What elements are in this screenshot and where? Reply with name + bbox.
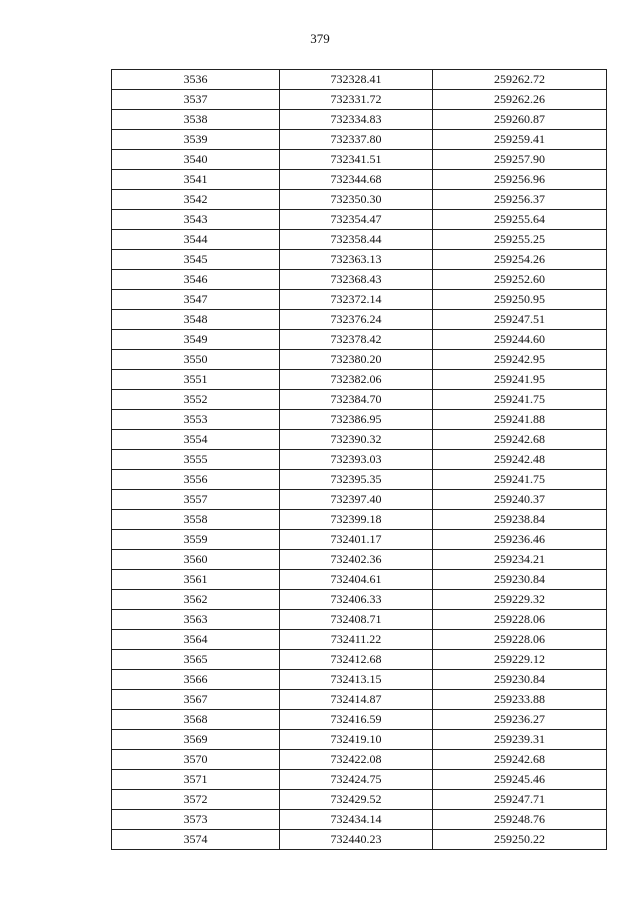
- y-coordinate-cell: 259229.12: [433, 650, 607, 670]
- point-number-cell: 3539: [112, 130, 280, 150]
- y-coordinate-cell: 259262.72: [433, 70, 607, 90]
- x-coordinate-cell: 732404.61: [280, 570, 433, 590]
- y-coordinate-cell: 259241.75: [433, 470, 607, 490]
- y-coordinate-cell: 259255.25: [433, 230, 607, 250]
- point-number-cell: 3545: [112, 250, 280, 270]
- point-number-cell: 3571: [112, 770, 280, 790]
- x-coordinate-cell: 732416.59: [280, 710, 433, 730]
- y-coordinate-cell: 259239.31: [433, 730, 607, 750]
- y-coordinate-cell: 259260.87: [433, 110, 607, 130]
- x-coordinate-cell: 732412.68: [280, 650, 433, 670]
- point-number-cell: 3559: [112, 530, 280, 550]
- point-number-cell: 3573: [112, 810, 280, 830]
- point-number-cell: 3569: [112, 730, 280, 750]
- table-row: [112, 210, 607, 230]
- table-row: [112, 490, 607, 510]
- table-row: [112, 450, 607, 470]
- x-coordinate-cell: 732382.06: [280, 370, 433, 390]
- point-number-cell: 3558: [112, 510, 280, 530]
- table-row: [112, 810, 607, 830]
- x-coordinate-cell: 732422.08: [280, 750, 433, 770]
- x-coordinate-cell: 732408.71: [280, 610, 433, 630]
- x-coordinate-cell: 732372.14: [280, 290, 433, 310]
- table-row: [112, 470, 607, 490]
- point-number-cell: 3557: [112, 490, 280, 510]
- point-number-cell: 3540: [112, 150, 280, 170]
- table-row: [112, 670, 607, 690]
- x-coordinate-cell: 732368.43: [280, 270, 433, 290]
- table-row: [112, 570, 607, 590]
- point-number-cell: 3537: [112, 90, 280, 110]
- y-coordinate-cell: 259250.95: [433, 290, 607, 310]
- y-coordinate-cell: 259242.95: [433, 350, 607, 370]
- y-coordinate-cell: 259247.71: [433, 790, 607, 810]
- table-row: [112, 310, 607, 330]
- point-number-cell: 3542: [112, 190, 280, 210]
- table-row: [112, 710, 607, 730]
- point-number-cell: 3565: [112, 650, 280, 670]
- x-coordinate-cell: 732380.20: [280, 350, 433, 370]
- point-number-cell: 3568: [112, 710, 280, 730]
- x-coordinate-cell: 732378.42: [280, 330, 433, 350]
- table-row: [112, 370, 607, 390]
- table-row: [112, 650, 607, 670]
- y-coordinate-cell: 259241.95: [433, 370, 607, 390]
- point-number-cell: 3564: [112, 630, 280, 650]
- table-row: [112, 390, 607, 410]
- x-coordinate-cell: 732334.83: [280, 110, 433, 130]
- point-number-cell: 3572: [112, 790, 280, 810]
- point-number-cell: 3574: [112, 830, 280, 850]
- table-row: [112, 170, 607, 190]
- x-coordinate-cell: 732440.23: [280, 830, 433, 850]
- x-coordinate-cell: 732344.68: [280, 170, 433, 190]
- point-number-cell: 3546: [112, 270, 280, 290]
- y-coordinate-cell: 259242.68: [433, 430, 607, 450]
- table-row: [112, 770, 607, 790]
- table-row: [112, 550, 607, 570]
- x-coordinate-cell: 732363.13: [280, 250, 433, 270]
- y-coordinate-cell: 259242.68: [433, 750, 607, 770]
- point-number-cell: 3561: [112, 570, 280, 590]
- point-number-cell: 3562: [112, 590, 280, 610]
- y-coordinate-cell: 259229.32: [433, 590, 607, 610]
- table-row: [112, 410, 607, 430]
- table-row: [112, 290, 607, 310]
- table-row: [112, 730, 607, 750]
- x-coordinate-cell: 732397.40: [280, 490, 433, 510]
- y-coordinate-cell: 259255.64: [433, 210, 607, 230]
- x-coordinate-cell: 732331.72: [280, 90, 433, 110]
- y-coordinate-cell: 259248.76: [433, 810, 607, 830]
- y-coordinate-cell: 259228.06: [433, 610, 607, 630]
- y-coordinate-cell: 259244.60: [433, 330, 607, 350]
- point-number-cell: 3563: [112, 610, 280, 630]
- y-coordinate-cell: 259230.84: [433, 570, 607, 590]
- x-coordinate-cell: 732358.44: [280, 230, 433, 250]
- table-row: [112, 530, 607, 550]
- table-row: [112, 190, 607, 210]
- y-coordinate-cell: 259252.60: [433, 270, 607, 290]
- y-coordinate-cell: 259230.84: [433, 670, 607, 690]
- table-row: [112, 830, 607, 850]
- table-row: [112, 90, 607, 110]
- point-number-cell: 3560: [112, 550, 280, 570]
- point-number-cell: 3550: [112, 350, 280, 370]
- point-number-cell: 3554: [112, 430, 280, 450]
- y-coordinate-cell: 259241.75: [433, 390, 607, 410]
- y-coordinate-cell: 259228.06: [433, 630, 607, 650]
- table-row: [112, 510, 607, 530]
- coordinates-table: [111, 69, 607, 850]
- y-coordinate-cell: 259257.90: [433, 150, 607, 170]
- table-row: [112, 70, 607, 90]
- x-coordinate-cell: 732337.80: [280, 130, 433, 150]
- y-coordinate-cell: 259250.22: [433, 830, 607, 850]
- point-number-cell: 3567: [112, 690, 280, 710]
- x-coordinate-cell: 732393.03: [280, 450, 433, 470]
- x-coordinate-cell: 732354.47: [280, 210, 433, 230]
- table-row: [112, 250, 607, 270]
- x-coordinate-cell: 732384.70: [280, 390, 433, 410]
- table-row: [112, 150, 607, 170]
- x-coordinate-cell: 732402.36: [280, 550, 433, 570]
- table-row: [112, 270, 607, 290]
- y-coordinate-cell: 259247.51: [433, 310, 607, 330]
- page-number: 379: [310, 31, 330, 46]
- table-row: [112, 750, 607, 770]
- point-number-cell: 3549: [112, 330, 280, 350]
- point-number-cell: 3555: [112, 450, 280, 470]
- table-row: [112, 330, 607, 350]
- table-row: [112, 350, 607, 370]
- point-number-cell: 3536: [112, 70, 280, 90]
- table-row: [112, 790, 607, 810]
- y-coordinate-cell: 259245.46: [433, 770, 607, 790]
- y-coordinate-cell: 259233.88: [433, 690, 607, 710]
- x-coordinate-cell: 732350.30: [280, 190, 433, 210]
- x-coordinate-cell: 732328.41: [280, 70, 433, 90]
- point-number-cell: 3553: [112, 410, 280, 430]
- table-row: [112, 610, 607, 630]
- x-coordinate-cell: 732419.10: [280, 730, 433, 750]
- x-coordinate-cell: 732414.87: [280, 690, 433, 710]
- x-coordinate-cell: 732386.95: [280, 410, 433, 430]
- y-coordinate-cell: 259256.37: [433, 190, 607, 210]
- y-coordinate-cell: 259234.21: [433, 550, 607, 570]
- point-number-cell: 3566: [112, 670, 280, 690]
- x-coordinate-cell: 732411.22: [280, 630, 433, 650]
- point-number-cell: 3547: [112, 290, 280, 310]
- table-row: [112, 430, 607, 450]
- y-coordinate-cell: 259238.84: [433, 510, 607, 530]
- y-coordinate-cell: 259242.48: [433, 450, 607, 470]
- point-number-cell: 3538: [112, 110, 280, 130]
- table-row: [112, 690, 607, 710]
- x-coordinate-cell: 732424.75: [280, 770, 433, 790]
- x-coordinate-cell: 732406.33: [280, 590, 433, 610]
- table-row: [112, 130, 607, 150]
- point-number-cell: 3551: [112, 370, 280, 390]
- coordinates-table-body: [112, 70, 607, 850]
- y-coordinate-cell: 259240.37: [433, 490, 607, 510]
- table-row: [112, 630, 607, 650]
- x-coordinate-cell: 732399.18: [280, 510, 433, 530]
- table-row: [112, 230, 607, 250]
- y-coordinate-cell: 259236.46: [433, 530, 607, 550]
- x-coordinate-cell: 732395.35: [280, 470, 433, 490]
- y-coordinate-cell: 259236.27: [433, 710, 607, 730]
- point-number-cell: 3543: [112, 210, 280, 230]
- y-coordinate-cell: 259262.26: [433, 90, 607, 110]
- table-row: [112, 590, 607, 610]
- y-coordinate-cell: 259256.96: [433, 170, 607, 190]
- table-row: [112, 110, 607, 130]
- point-number-cell: 3548: [112, 310, 280, 330]
- point-number-cell: 3541: [112, 170, 280, 190]
- point-number-cell: 3544: [112, 230, 280, 250]
- point-number-cell: 3570: [112, 750, 280, 770]
- x-coordinate-cell: 732376.24: [280, 310, 433, 330]
- point-number-cell: 3552: [112, 390, 280, 410]
- y-coordinate-cell: 259254.26: [433, 250, 607, 270]
- y-coordinate-cell: 259241.88: [433, 410, 607, 430]
- x-coordinate-cell: 732429.52: [280, 790, 433, 810]
- y-coordinate-cell: 259259.41: [433, 130, 607, 150]
- x-coordinate-cell: 732401.17: [280, 530, 433, 550]
- point-number-cell: 3556: [112, 470, 280, 490]
- x-coordinate-cell: 732413.15: [280, 670, 433, 690]
- x-coordinate-cell: 732390.32: [280, 430, 433, 450]
- x-coordinate-cell: 732434.14: [280, 810, 433, 830]
- x-coordinate-cell: 732341.51: [280, 150, 433, 170]
